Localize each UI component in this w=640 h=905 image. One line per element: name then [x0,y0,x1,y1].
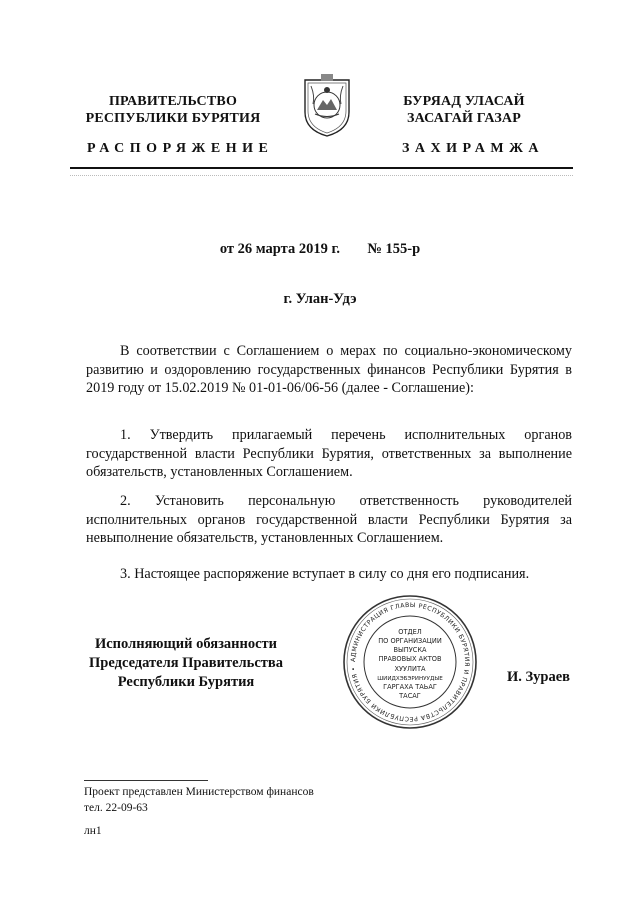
city-name: г. Улан-Удэ [283,291,357,307]
intro-paragraph: В соответствии с Соглашением о мерах по социально-экономическому развитию и оздоровлению государственных финансов Республики Бурятия в 2019 году от 15.02.2019 № 01-01-06/06-56 (далее - Соглашение): [86,343,572,396]
footer-code: лн1 [84,825,102,837]
footer-prepared-by: Проект представлен Министерством финансов [84,786,314,798]
stamp-line-2: ПО ОРГАНИЗАЦИИ [378,637,442,645]
stamp-line-4: ПРАВОВЫХ АКТОВ [378,655,442,663]
signatory-title-line2: Председателя Правительства [89,655,283,671]
stamp-line-7: ГАРГАХА ТАЬАГ [383,683,437,691]
item-1-paragraph: 1. Утвердить прилагаемый перечень исполнительных органов государственной власти Республики Бурятия, ответственных за выполнение обязательств, установленных Соглашением. [86,427,572,480]
government-name-bua-line2: ЗАСАГАЙ ГАЗАР [406,111,521,126]
item-3-paragraph: 3. Настоящее распоряжение вступает в силу со дня его подписания. [120,566,530,582]
header-divider [70,167,573,169]
government-name-ru-line1: ПРАВИТЕЛЬСТВО [108,94,238,109]
stamp-line-3: ВЫПУСКА [393,646,427,654]
footer-divider [84,780,208,781]
document-date: от 26 марта 2019 г. [219,241,341,257]
footer-phone: тел. 22-09-63 [84,802,148,814]
signatory-title-line3: Республики Бурятия [117,674,255,690]
item-2-paragraph: 2. Установить персональную ответственность руководителей исполнительных органов государственной власти Республики Бурятия за невыполнение обязательств, установленных Соглашением. [86,493,572,546]
doc-type-ru: РАСПОРЯЖЕНИЕ [87,141,274,156]
government-name-ru-line2: РЕСПУБЛИКИ БУРЯТИЯ [85,111,261,126]
signatory-title-line1: Исполняющий обязанности [94,636,278,652]
stamp-ring-text: АДМИНИСТРАЦИЯ ГЛАВЫ РЕСПУБЛИКИ БУРЯТИЯ И ПРАВИТЕЛЬСТВА РЕСПУБЛИКИ БУРЯТИЯ • [349,601,471,723]
coat-of-arms-icon [297,72,357,138]
signatory-name: И. Зураев [507,669,571,685]
stamp-line-8: ТАСАГ [399,692,421,700]
header-dotted-line [70,175,573,176]
government-name-bua-line1: БУРЯАД УЛАСАЙ [403,94,525,109]
government-name-bua [374,93,554,127]
stamp-line-6: ШИИДХЭБЭРИНУУДЫЕ [377,676,443,682]
stamp-line-5: ХУУЛИТА [394,665,426,673]
stamp-line-1: ОТДЕЛ [398,628,422,636]
government-name-ru [68,93,278,127]
document-number: № 155-р [367,241,421,257]
date-number-line [0,241,640,258]
doc-type-bua: ЗАХИРАМЖА [402,141,545,156]
official-stamp [340,592,480,732]
signatory-title [70,635,302,692]
